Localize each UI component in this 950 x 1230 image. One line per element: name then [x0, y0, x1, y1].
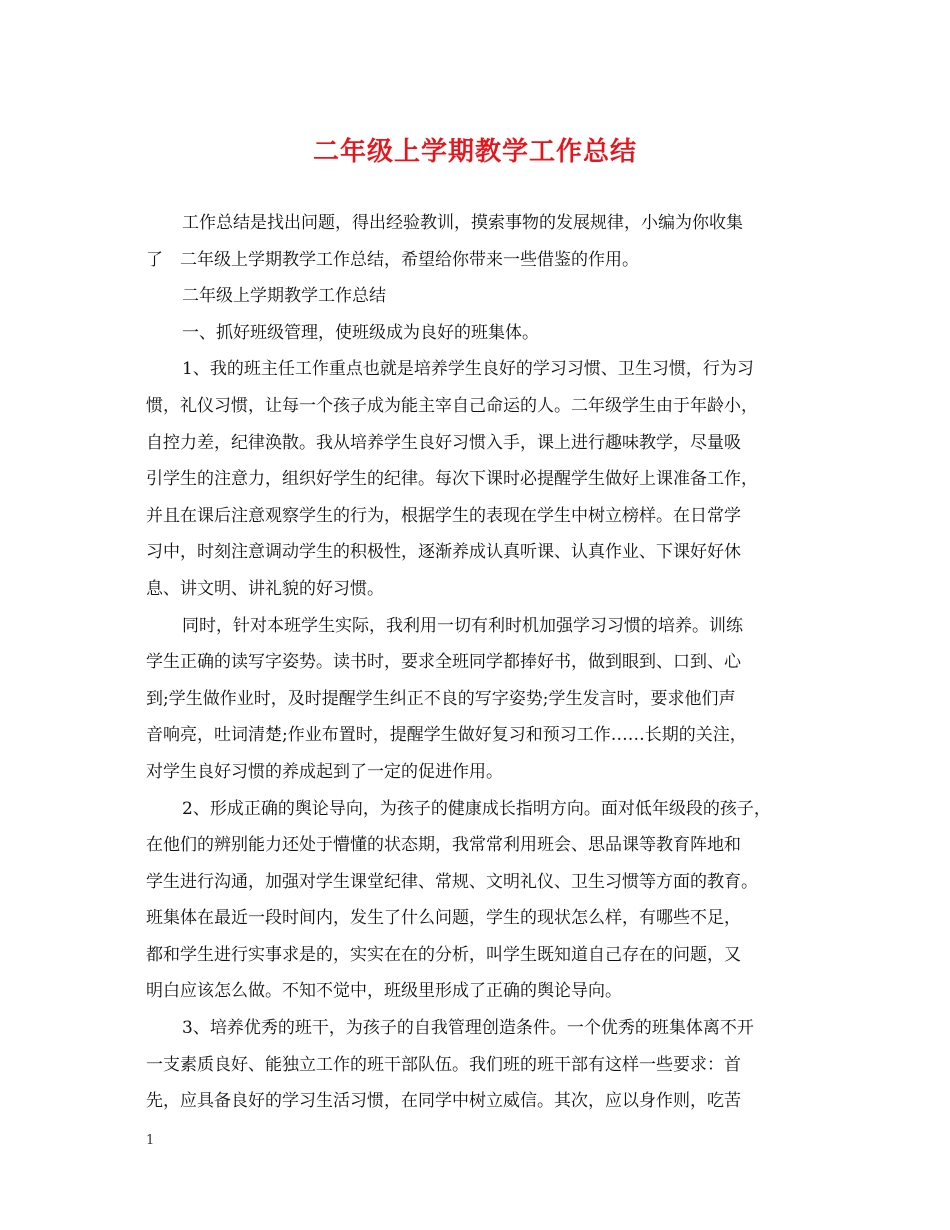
text-line: 到;学生做作业时，及时提醒学生纠正不良的写字姿势;学生发言时，要求他们声 [146, 688, 736, 709]
text-line: 并且在课后注意观察学生的行为，根据学生的表现在学生中树立榜样。在日常学 [146, 505, 741, 526]
text-line: 2、形成正确的舆论导向，为孩子的健康成长指明方向。面对低年级段的孩子， [182, 798, 771, 819]
page-number: 1 [146, 1133, 155, 1148]
text-line: 一、抓好班级管理，使班级成为良好的班集体。 [182, 322, 539, 343]
text-line: 先，应具备良好的学习生活习惯，在同学中树立威信。其次，应以身作则，吃苦 [146, 1091, 741, 1112]
text-line: 都和学生进行实事求是的，实实在在的分析，叫学生既知道自己存在的问题，又 [146, 944, 741, 965]
document-title: 二年级上学期教学工作总结 [312, 137, 637, 167]
text-line: 明白应该怎么做。不知不觉中，班级里形成了正确的舆论导向。 [146, 981, 622, 1002]
text-line: 工作总结是找出问题，得出经验教训，摸索事物的发展规律，小编为你收集 [182, 213, 743, 233]
text-line: 学生进行沟通，加强对学生课堂纪律、常规、文明礼仪、卫生习惯等方面的教育。 [146, 871, 758, 892]
document-body [146, 205, 818, 1120]
text-line: 3、培养优秀的班干，为孩子的自我管理创造条件。一个优秀的班集体离不开 [182, 1018, 754, 1039]
text-line: 同时，针对本班学生实际，我利用一切有利时机加强学习习惯的培养。训练 [182, 615, 743, 636]
text-line: 对学生良好习惯的养成起到了一定的促进作用。 [146, 761, 503, 782]
text-line: 惯，礼仪习惯，让每一个孩子成为能主宰自己命运的人。二年级学生由于年龄小， [146, 395, 758, 416]
text-line: 1、我的班主任工作重点也就是培养学生良好的学习习惯、卫生习惯，行为习 [182, 359, 754, 380]
text-line: 在他们的辨别能力还处于懵懂的状态期，我常常利用班会、思品课等教育阵地和 [146, 835, 741, 856]
text-line: 班集体在最近一段时间内，发生了什么问题，学生的现状怎么样，有哪些不足， [146, 908, 741, 929]
text-line: 二年级上学期教学工作总结 [182, 286, 386, 307]
text-line: 习中，时刻注意调动学生的积极性，逐渐养成认真听课、认真作业、下课好好休 [146, 542, 741, 563]
text-line: 音响亮，吐词清楚;作业布置时，提醒学生做好复习和预习工作……长期的关注， [146, 725, 747, 746]
text-line: 息、讲文明、讲礼貌的好习惯。 [146, 578, 384, 599]
text-line: 学生正确的读写字姿势。读书时，要求全班同学都捧好书，做到眼到、口到、心 [146, 652, 741, 673]
text-line: 一支素质良好、能独立工作的班干部队伍。我们班的班干部有这样一些要求：首 [146, 1054, 741, 1075]
text-line: 了 二年级上学期教学工作总结，希望给你带来一些借鉴的作用。 [146, 249, 639, 270]
text-line: 自控力差，纪律涣散。我从培养学生良好习惯入手，课上进行趣味教学，尽量吸 [146, 432, 741, 453]
text-line: 引学生的注意力，组织好学生的纪律。每次下课时必提醒学生做好上课准备工作， [146, 469, 758, 490]
